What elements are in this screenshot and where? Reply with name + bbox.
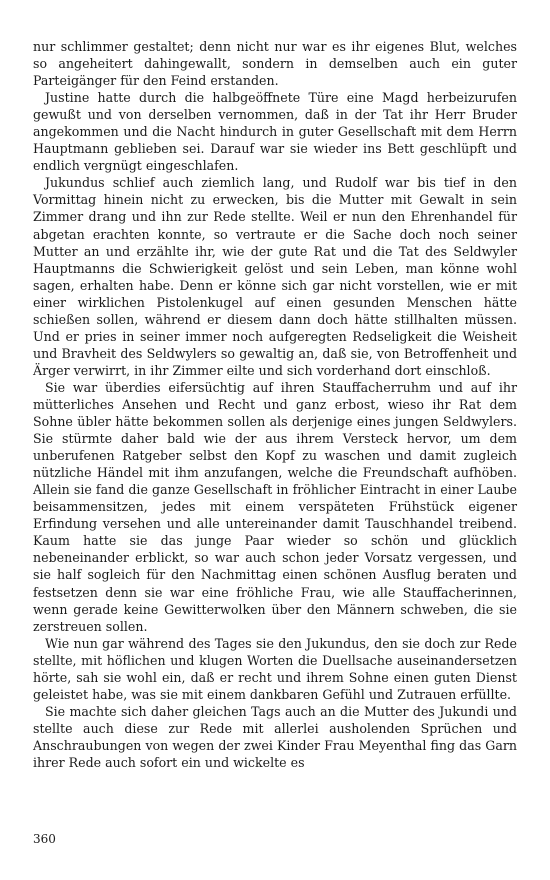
paragraph-2: Justine hatte durch die halbgeöffnete Türe eine Magd herbeizurufen gewußt und von derselben vernommen, daß in der Tat ihr Herr Bruder angekommen und die Nacht hindurch in guter Gesellschaft mit dem Herrn Hauptmann geblieben sei. Darauf war sie wieder ins Bett geschlüpft und endlich vergnügt eingeschlafen. bbox=[33, 90, 517, 174]
paragraph-6: Sie machte sich daher gleichen Tags auch an die Mutter des Jukundi und stellte auch diese zur Rede mit allerlei ausholenden Sprüchen und Anschraubungen von wegen der zwei Kinder Frau Meyenthal fing das Garn ihrer Rede auch sofort ein und wickelte es bbox=[33, 703, 517, 770]
paragraph-5: Wie nun gar während des Tages sie den Jukundus, den sie doch zur Rede stellte, mit höflichen und klugen Worten die Duellsache auseinandersetzen hörte, sah sie wohl ein, daß er recht und ihrem Sohne einen guten Dienst geleistet habe, was sie mit einem dankbaren Gefühl und Zutrauen erfüllte. bbox=[33, 635, 517, 702]
paragraph-1: nur schlimmer gestaltet; denn nicht nur war es ihr eigenes Blut, welches so angeheitert dahingewallt, sondern in demselben auch ein guter Parteigänger für den Feind erstanden. bbox=[33, 39, 517, 89]
paragraph-4: Sie war überdies eifersüchtig auf ihren Stauffacherruhm und auf ihr mütterliches Ansehen und Recht und ganz erbost, wieso ihr Rat dem Sohne übler hätte bekommen sollen als derjenige eines jungen Seldwylers. Sie stürmte daher bald wie der aus ihrem Versteck hervor, um dem unberufenen Ratgeber selbst den Kopf zu waschen und damit zugleich nützliche Händel mit ihm anzufangen, welche die Freundschaft aufhöben. Allein sie fand die ganze Gesellschaft in fröhlicher Eintracht in einer Laube beisammensitzen, jedes mit einem verspäteten Frühstück eigener Erfindung versehen und alle untereinander damit Tauschhandel treibend. Kaum hatte sie das junge Paar wieder so schön und glücklich nebeneinander erblickt, so war auch schon jeder Vorsatz vergessen, und sie half sogleich für den Nachmittag einen schönen Ausflug beraten und festsetzen denn sie war eine fröhliche Frau, wie alle Stauffacherinnen, wenn gerade keine Gewitterwolken über den Männern schweben, die sie zerstreuen sollen. bbox=[33, 379, 517, 634]
page-number: 360 bbox=[33, 832, 56, 846]
paragraph-3: Jukundus schlief auch ziemlich lang, und Rudolf war bis tief in den Vormittag hinein nicht zu erwecken, bis die Mutter mit Gewalt in sein Zimmer drang und ihn zur Rede stellte. Weil er nun den Ehrenhandel für abgetan erachten konnte, so vertraute er die Sache doch noch seiner Mutter an und erzählte ihr, wie der gute Rat und die Tat des Seldwyler Hauptmanns die Schwierigkeit gelöst und sein Leben, man könne wohl sagen, erhalten habe. Denn er könne sich gar nicht vorstellen, wie er mit einer wirklichen Pistolenkugel auf einen gesunden Menschen hätte schießen sollen, während er diesem dann doch hätte stillhalten müssen. Und er pries in seiner immer noch aufgeregten Redseligkeit die Weisheit und Bravheit des Seldwylers so gewaltig an, daß sie, von Betroffenheit und Ärger verwirrt, in ihr Zimmer eilte und sich vorderhand dort einschloß. bbox=[33, 175, 517, 378]
book-page-body bbox=[33, 38, 517, 771]
